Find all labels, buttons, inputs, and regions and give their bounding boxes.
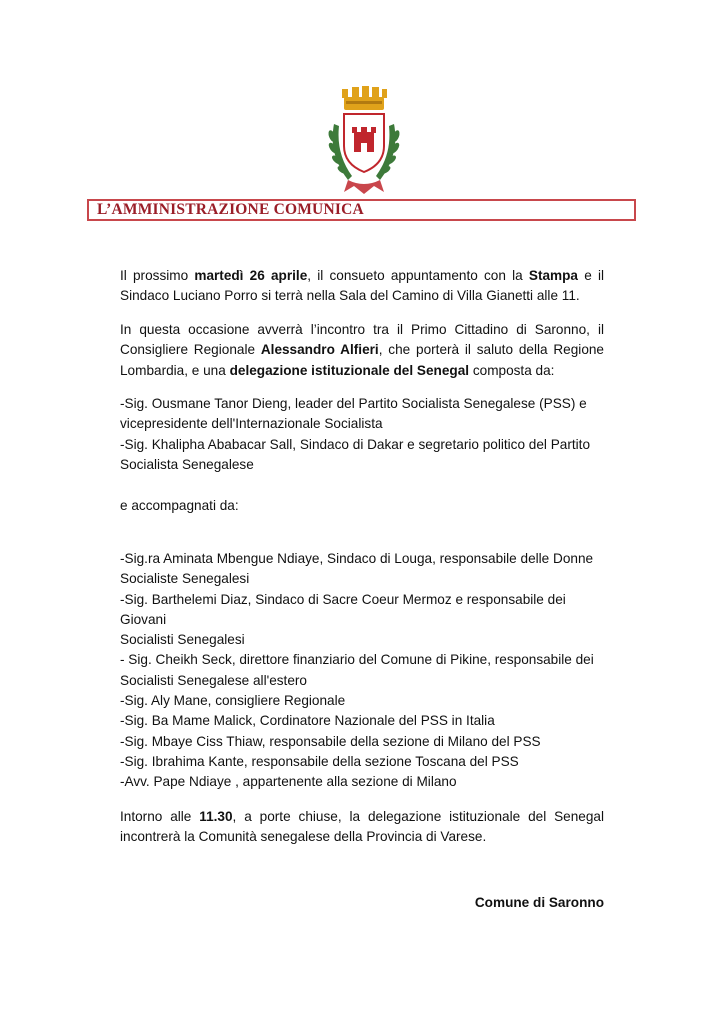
bold-name: Alessandro Alfieri (260, 342, 379, 358)
list-line: Socialista Senegalese (120, 456, 254, 472)
list-line: -Avv. Pape Ndiaye , appartenente alla sezione di Milano (120, 774, 457, 790)
list-line: vicepresidente dell'Internazionale Socialista (120, 416, 383, 432)
list-line: -Sig. Aly Mane, consigliere Regionale (120, 693, 346, 709)
list-line: -Sig. Ousmane Tanor Dieng, leader del Partito Socialista Senegalese (PSS) e (120, 396, 587, 411)
delegation-list (120, 394, 604, 475)
text-run: , a porte chiuse, la delegazione istituzionale del Senegal incontrerà la Comunità senegalese della Provincia di Varese. (120, 809, 604, 845)
bold-press: Stampa (528, 268, 578, 283)
text-run: Intorno alle (120, 809, 200, 824)
list-line: - Sig. Cheikh Seck, direttore finanziario del Comune di Pikine, responsabile dei (120, 652, 594, 668)
list-line: Socialisti Senegalesi (120, 632, 245, 648)
list-line: -Sig. Ibrahima Kante, responsabile della sezione Toscana del PSS (120, 753, 519, 769)
ribbon-icon (344, 180, 384, 194)
accompanied-label: e accompagnati da: (120, 498, 239, 513)
paragraph-community-meeting (120, 807, 604, 848)
list-line: -Sig. Mbaye Ciss Thiaw, responsabile della sezione di Milano del PSS (120, 733, 541, 749)
bold-delegation: delegazione istituzionale del Senegal (229, 362, 470, 378)
text-run: , che porterà il saluto della Regione Lombardia, e una (120, 342, 604, 378)
header-banner (87, 199, 636, 221)
text-run: In questa occasione avverrà l’incontro tra il Primo Cittadino di Saronno, il Consigliere Regionale (120, 322, 604, 358)
bold-date: martedì 26 aprile (194, 268, 308, 283)
list-line: -Sig.ra Aminata Mbengue Ndiaye, Sindaco di Louga, responsabile delle Donne (120, 551, 594, 566)
text-run: Il prossimo (120, 268, 195, 283)
bold-time: 11.30 (199, 809, 233, 824)
paragraph-announcement (120, 266, 604, 307)
accompanying-list (120, 549, 604, 793)
signature: Comune di Saronno (474, 895, 604, 910)
paragraph-meeting (120, 320, 604, 381)
text-run: , il consueto appuntamento con la (307, 268, 529, 283)
text-run: e il Sindaco Luciano Porro si terrà nella Sala del Camino di Villa Gianetti alle 11. (120, 268, 605, 304)
list-line: -Sig. Barthelemi Diaz, Sindaco di Sacre Coeur Mermoz e responsabile dei Giovani (120, 591, 566, 627)
shield-icon (344, 114, 384, 172)
list-line: Socialiste Senegalesi (120, 571, 250, 587)
banner-title: L’AMMINISTRAZIONE COMUNICA (97, 201, 364, 218)
list-line: Socialisti Senegalese all'estero (120, 672, 307, 688)
saronno-coat-of-arms-emblem (322, 84, 406, 198)
list-line: -Sig. Khalipha Ababacar Sall, Sindaco di Dakar e segretario politico del Partito (120, 436, 591, 452)
mural-crown-icon (342, 86, 387, 110)
list-line: -Sig. Ba Mame Malick, Cordinatore Nazionale del PSS in Italia (120, 713, 495, 729)
text-run: composta da: (469, 362, 555, 378)
